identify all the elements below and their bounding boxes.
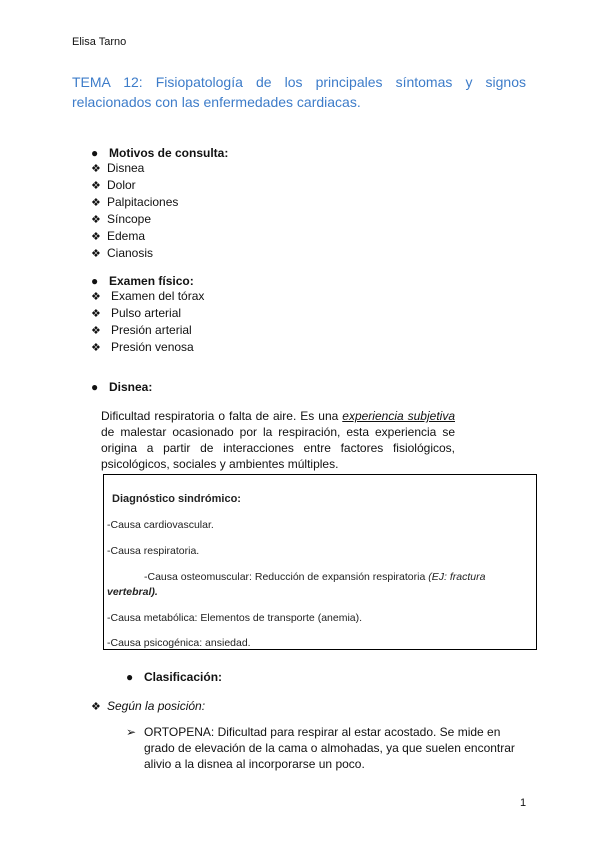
list-item: ❖ Pulso arterial bbox=[91, 306, 182, 320]
bullet-dot-icon: ● bbox=[126, 670, 134, 684]
diamond-bullet-icon: ❖ bbox=[91, 342, 101, 354]
document-title: TEMA 12: Fisiopatología de los principales síntomas y signos relacionados con las enfermedades cardiacas. bbox=[72, 74, 526, 110]
list-item: ❖ Edema bbox=[91, 229, 146, 243]
cause-metabolica: -Causa metabólica: Elementos de transporte (anemia). bbox=[107, 612, 363, 624]
bullet-dot-icon: ● bbox=[91, 274, 99, 288]
clasificacion-heading-label: Clasificación: bbox=[144, 670, 223, 684]
cause-respiratoria: -Causa respiratoria. bbox=[107, 545, 200, 557]
diamond-bullet-icon: ❖ bbox=[91, 701, 101, 713]
list-item: ❖ Palpitaciones bbox=[91, 195, 179, 209]
page-number: 1 bbox=[520, 797, 527, 809]
diamond-bullet-icon: ❖ bbox=[91, 248, 101, 260]
diamond-bullet-icon: ❖ bbox=[91, 231, 101, 243]
diagnostico-box bbox=[103, 474, 537, 650]
author-name: Elisa Tarno bbox=[72, 36, 127, 48]
motivos-list bbox=[91, 160, 178, 262]
diamond-bullet-icon: ❖ bbox=[91, 325, 101, 337]
cause-osteomuscular-example: vertebral). bbox=[107, 586, 158, 598]
list-item: ❖ Dolor bbox=[91, 178, 136, 192]
cause-psicogenica: -Causa psicogénica: ansiedad. bbox=[107, 637, 251, 649]
disnea-heading bbox=[91, 380, 152, 394]
clasificacion-heading bbox=[126, 670, 222, 684]
motivos-heading-label: Motivos de consulta: bbox=[109, 146, 229, 160]
arrow-bullet-icon: ➢ bbox=[126, 725, 137, 739]
cause-cardiovascular: -Causa cardiovascular. bbox=[107, 519, 214, 531]
list-item: ❖ Disnea bbox=[91, 161, 145, 175]
list-item: ❖ Presión venosa bbox=[91, 340, 194, 354]
diamond-bullet-icon: ❖ bbox=[91, 180, 101, 192]
list-item: ❖ Presión arterial bbox=[91, 323, 192, 337]
motivos-heading bbox=[91, 146, 228, 160]
list-item: ❖ Cianosis bbox=[91, 246, 154, 260]
bullet-dot-icon: ● bbox=[91, 380, 99, 394]
list-item: ❖ Síncope bbox=[91, 212, 152, 226]
posicion-item: ❖ Según la posición: bbox=[91, 699, 206, 713]
ortopena-paragraph: ORTOPENA: Dificultad para respirar al estar acostado. Se mide en grado de elevación de la cama o almohadas, ya que suelen encontrar alivio a la disnea al incorporarse un poco. bbox=[144, 725, 515, 771]
examen-list bbox=[91, 288, 204, 356]
list-item: ❖ Examen del tórax bbox=[91, 289, 205, 303]
diamond-bullet-icon: ❖ bbox=[91, 197, 101, 209]
diamond-bullet-icon: ❖ bbox=[91, 291, 101, 303]
cause-osteomuscular: -Causa osteomuscular: Reducción de expansión respiratoria (EJ: fractura bbox=[144, 571, 486, 583]
diamond-bullet-icon: ❖ bbox=[91, 214, 101, 226]
diagnostico-heading: Diagnóstico sindrómico: bbox=[112, 493, 241, 505]
bullet-dot-icon: ● bbox=[91, 146, 99, 160]
emphasis-text: experiencia subjetiva bbox=[342, 409, 455, 423]
diamond-bullet-icon: ❖ bbox=[91, 163, 101, 175]
examen-heading bbox=[91, 274, 194, 288]
disnea-heading-label: Disnea: bbox=[109, 380, 153, 394]
examen-heading-label: Examen físico: bbox=[109, 274, 194, 288]
disnea-paragraph: Dificultad respiratoria o falta de aire. Es una experiencia subjetiva de malestar ocasionado por la respiración, esta experiencia se origina a partir de interacciones entre factores fisiológicos, psicológicos, sociales y ambientes múltiples. bbox=[101, 409, 455, 471]
diamond-bullet-icon: ❖ bbox=[91, 308, 101, 320]
